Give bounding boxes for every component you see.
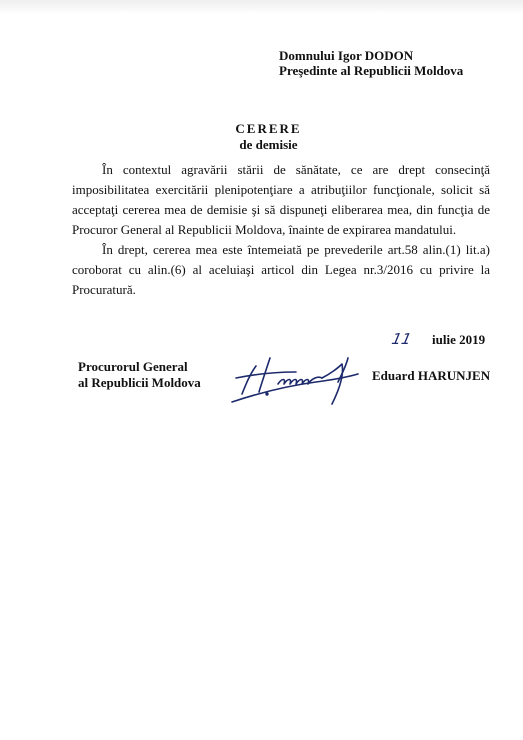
date-month-year: iulie 2019 [432, 332, 486, 347]
page-top-edge [0, 0, 523, 14]
body-paragraph-1: În contextul agravării stării de sănătate, ce are drept consecinţă imposibilitatea exercitării plenipotenţiare a atribuţiilor funcţionale, solicit să acceptaţi cererea mea de demisie şi să dispuneţi eliberarea mea, din funcţia de Procuror General al Republicii Moldova, înainte de expirarea mandatului. [72, 162, 490, 237]
document-subtitle: de demisie [239, 137, 298, 152]
position-line-2: al Republicii Moldova [78, 375, 201, 390]
body-paragraph-2: În drept, cererea mea este întemeiată pe prevederile art.58 alin.(1) lit.a) coroborat cu alin.(6) al aceluiaşi articol din Legea nr.3/2016 cu privire la Procuratură. [72, 242, 490, 297]
document-title: CERERE [235, 121, 302, 136]
position-line-1: Procurorul General [78, 359, 188, 374]
addressee-title: Preşedinte al Republicii Moldova [279, 63, 464, 78]
addressee-block [279, 48, 463, 78]
addressee-name: Domnului Igor DODON [279, 48, 414, 63]
handwritten-signature [226, 344, 366, 410]
document-date [392, 330, 485, 348]
document-body [72, 160, 490, 300]
signatory-name: Eduard HARUNJEN [372, 368, 491, 383]
date-day-handwritten: 11 [390, 330, 414, 348]
signatory-position [78, 359, 201, 391]
